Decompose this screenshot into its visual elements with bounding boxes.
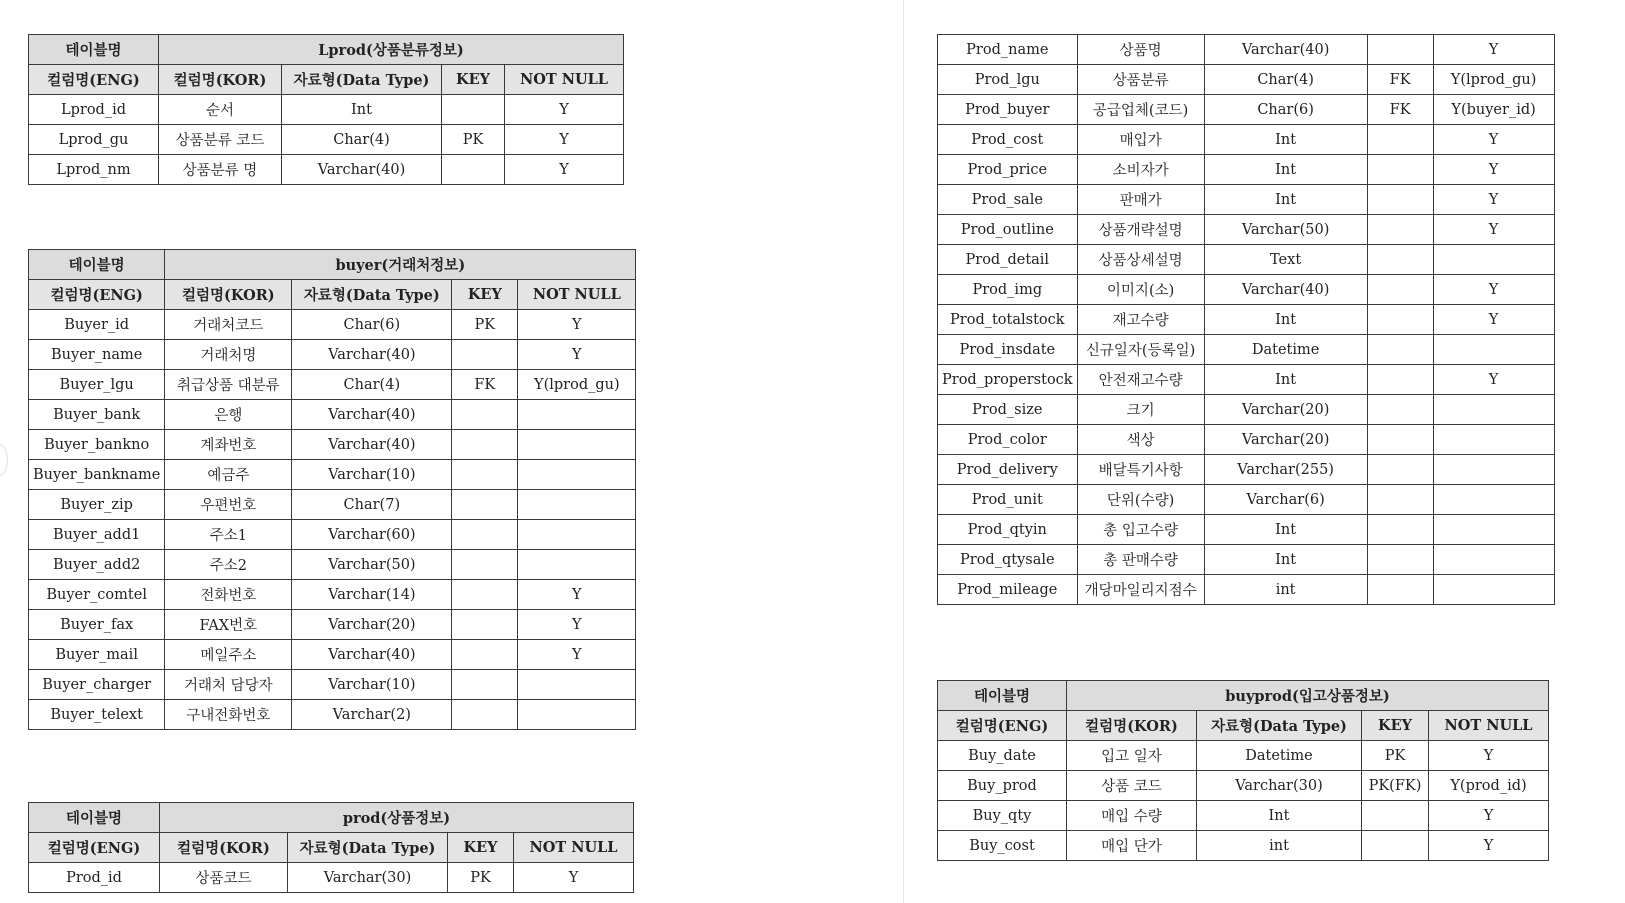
table-row — [938, 245, 1555, 275]
cell-not-null: Y — [1433, 155, 1554, 185]
cell-col-eng: Buy_cost — [938, 831, 1067, 861]
table-row — [938, 65, 1555, 95]
cell-not-null: Y — [518, 310, 636, 340]
table-name-label: 테이블명 — [29, 250, 165, 280]
data-type-header: 자료형(Data Type) — [282, 65, 442, 95]
cell-col-eng: Buyer_name — [29, 340, 165, 370]
cell-col-eng: Prod_buyer — [938, 95, 1078, 125]
cell-key — [1367, 305, 1433, 335]
table-row — [29, 640, 636, 670]
cell-col-eng: Lprod_nm — [29, 155, 159, 185]
not-null-header: NOT NULL — [1429, 711, 1549, 741]
not-null-header: NOT NULL — [518, 280, 636, 310]
cell-col-kor: 상품분류 명 — [159, 155, 282, 185]
cell-key: PK — [1362, 741, 1429, 771]
cell-key: FK — [452, 370, 518, 400]
table-title: Lprod(상품분류정보) — [159, 35, 624, 65]
cell-data-type: Varchar(40) — [1204, 275, 1367, 305]
cell-data-type: Varchar(50) — [1204, 215, 1367, 245]
table-row — [938, 275, 1555, 305]
cell-col-eng: Buyer_mail — [29, 640, 165, 670]
cell-key — [452, 610, 518, 640]
table-row — [29, 490, 636, 520]
cell-col-eng: Buyer_zip — [29, 490, 165, 520]
table-buyer — [28, 249, 636, 730]
col-kor-header: 컬럼명(KOR) — [159, 65, 282, 95]
cell-not-null: Y — [1433, 35, 1554, 65]
table-row — [938, 515, 1555, 545]
key-header: KEY — [448, 833, 514, 863]
cell-col-eng: Lprod_id — [29, 95, 159, 125]
cell-col-kor: 매입 단가 — [1067, 831, 1197, 861]
cell-not-null: Y — [1433, 305, 1554, 335]
cell-col-kor: FAX번호 — [165, 610, 292, 640]
cell-col-kor: 상품 코드 — [1067, 771, 1197, 801]
cell-not-null: Y — [1433, 275, 1554, 305]
cell-data-type: Varchar(40) — [292, 640, 452, 670]
cell-not-null: Y — [518, 610, 636, 640]
cell-data-type: int — [1204, 575, 1367, 605]
cell-col-kor: 주소1 — [165, 520, 292, 550]
cell-not-null — [518, 550, 636, 580]
cell-data-type: int — [1197, 831, 1362, 861]
cell-not-null: Y — [518, 580, 636, 610]
cell-data-type: Datetime — [1204, 335, 1367, 365]
cell-key — [442, 95, 505, 125]
table-prod-continued — [937, 34, 1555, 605]
cell-col-kor: 매입가 — [1077, 125, 1204, 155]
cell-col-eng: Prod_detail — [938, 245, 1078, 275]
cell-key — [452, 580, 518, 610]
cell-key — [452, 640, 518, 670]
cell-key — [1362, 801, 1429, 831]
cell-not-null: Y(lprod_gu) — [518, 370, 636, 400]
cell-data-type: Varchar(30) — [1197, 771, 1362, 801]
table-row — [938, 365, 1555, 395]
table-row — [938, 575, 1555, 605]
cell-col-kor: 상품개략설명 — [1077, 215, 1204, 245]
cell-key — [452, 340, 518, 370]
cell-not-null: Y(lprod_gu) — [1433, 65, 1554, 95]
cell-not-null: Y — [1429, 831, 1549, 861]
data-type-header: 자료형(Data Type) — [1197, 711, 1362, 741]
cell-col-eng: Prod_outline — [938, 215, 1078, 245]
cell-data-type: Char(4) — [1204, 65, 1367, 95]
cell-data-type: Varchar(30) — [288, 863, 448, 893]
cell-data-type: Int — [1204, 515, 1367, 545]
cell-data-type: Char(7) — [292, 490, 452, 520]
cell-col-kor: 색상 — [1077, 425, 1204, 455]
cell-not-null: Y(buyer_id) — [1433, 95, 1554, 125]
cell-col-kor: 판매가 — [1077, 185, 1204, 215]
cell-not-null — [1433, 455, 1554, 485]
data-type-header: 자료형(Data Type) — [292, 280, 452, 310]
cell-data-type: Int — [1204, 185, 1367, 215]
table-name-label: 테이블명 — [29, 803, 160, 833]
cell-col-eng: Buyer_telext — [29, 700, 165, 730]
cell-col-kor: 전화번호 — [165, 580, 292, 610]
table-row — [938, 485, 1555, 515]
table-title: prod(상품정보) — [160, 803, 634, 833]
cell-not-null: Y — [518, 340, 636, 370]
not-null-header: NOT NULL — [514, 833, 634, 863]
cell-col-kor: 거래처코드 — [165, 310, 292, 340]
table-row — [938, 801, 1549, 831]
cell-col-eng: Prod_price — [938, 155, 1078, 185]
cell-col-kor: 거래처 담당자 — [165, 670, 292, 700]
table-buyprod — [937, 680, 1549, 861]
table-row — [938, 125, 1555, 155]
cell-data-type: Varchar(14) — [292, 580, 452, 610]
cell-key: PK — [442, 125, 505, 155]
cell-col-kor: 계좌번호 — [165, 430, 292, 460]
cell-key — [452, 400, 518, 430]
table-row — [29, 400, 636, 430]
cell-not-null: Y — [1433, 215, 1554, 245]
cell-key — [1367, 455, 1433, 485]
cell-data-type: Int — [1204, 545, 1367, 575]
cell-col-kor: 은행 — [165, 400, 292, 430]
cell-col-kor: 단위(수량) — [1077, 485, 1204, 515]
cell-key — [1367, 275, 1433, 305]
cell-key — [1367, 575, 1433, 605]
table-row — [938, 215, 1555, 245]
key-header: KEY — [442, 65, 505, 95]
table-row — [938, 741, 1549, 771]
cell-col-kor: 상품분류 — [1077, 65, 1204, 95]
cell-col-eng: Prod_totalstock — [938, 305, 1078, 335]
table-row — [29, 700, 636, 730]
cell-col-kor: 예금주 — [165, 460, 292, 490]
cell-col-eng: Buy_prod — [938, 771, 1067, 801]
table-row — [938, 395, 1555, 425]
col-kor-header: 컬럼명(KOR) — [1067, 711, 1197, 741]
cell-data-type: Varchar(40) — [292, 340, 452, 370]
cell-not-null — [518, 670, 636, 700]
table-row — [938, 335, 1555, 365]
cell-col-eng: Prod_delivery — [938, 455, 1078, 485]
cell-key: PK — [448, 863, 514, 893]
cell-col-kor: 상품명 — [1077, 35, 1204, 65]
cell-col-kor: 상품상세설명 — [1077, 245, 1204, 275]
cell-col-kor: 크기 — [1077, 395, 1204, 425]
cell-col-eng: Prod_qtysale — [938, 545, 1078, 575]
cell-col-eng: Prod_name — [938, 35, 1078, 65]
cell-col-kor: 취급상품 대분류 — [165, 370, 292, 400]
cell-not-null: Y — [1433, 365, 1554, 395]
table-row — [29, 670, 636, 700]
cell-col-eng: Prod_img — [938, 275, 1078, 305]
cell-data-type: Varchar(20) — [1204, 425, 1367, 455]
cell-data-type: Char(6) — [1204, 95, 1367, 125]
table-row — [938, 95, 1555, 125]
cell-col-kor: 신규일자(등록일) — [1077, 335, 1204, 365]
cell-not-null — [1433, 485, 1554, 515]
col-eng-header: 컬럼명(ENG) — [29, 280, 165, 310]
col-kor-header: 컬럼명(KOR) — [165, 280, 292, 310]
cell-not-null — [1433, 515, 1554, 545]
cell-key — [452, 460, 518, 490]
cell-key — [442, 155, 505, 185]
cell-not-null: Y — [505, 155, 624, 185]
cell-data-type: Varchar(6) — [1204, 485, 1367, 515]
cell-data-type: Varchar(10) — [292, 670, 452, 700]
cell-key — [1367, 425, 1433, 455]
cell-data-type: Varchar(10) — [292, 460, 452, 490]
cell-not-null — [1433, 335, 1554, 365]
cell-key — [452, 430, 518, 460]
cell-col-kor: 순서 — [159, 95, 282, 125]
scroll-edge-marker — [0, 444, 8, 476]
cell-key — [452, 490, 518, 520]
cell-col-eng: Prod_properstock — [938, 365, 1078, 395]
cell-not-null — [1433, 425, 1554, 455]
not-null-header: NOT NULL — [505, 65, 624, 95]
cell-not-null — [1433, 395, 1554, 425]
table-row — [938, 305, 1555, 335]
table-row — [29, 370, 636, 400]
key-header: KEY — [452, 280, 518, 310]
cell-not-null — [518, 430, 636, 460]
cell-data-type: Int — [1204, 125, 1367, 155]
table-row — [29, 610, 636, 640]
cell-data-type: Varchar(40) — [292, 430, 452, 460]
cell-col-eng: Buyer_comtel — [29, 580, 165, 610]
table-row — [29, 430, 636, 460]
cell-col-eng: Lprod_gu — [29, 125, 159, 155]
col-eng-header: 컬럼명(ENG) — [29, 833, 160, 863]
cell-key — [1367, 125, 1433, 155]
col-eng-header: 컬럼명(ENG) — [938, 711, 1067, 741]
cell-not-null — [1433, 575, 1554, 605]
cell-col-kor: 상품분류 코드 — [159, 125, 282, 155]
cell-not-null — [518, 460, 636, 490]
cell-col-eng: Buy_qty — [938, 801, 1067, 831]
cell-not-null: Y — [1433, 125, 1554, 155]
key-header: KEY — [1362, 711, 1429, 741]
cell-key — [452, 670, 518, 700]
cell-col-eng: Buyer_id — [29, 310, 165, 340]
table-row — [29, 550, 636, 580]
cell-not-null: Y — [505, 95, 624, 125]
cell-not-null: Y(prod_id) — [1429, 771, 1549, 801]
cell-data-type: Varchar(20) — [1204, 395, 1367, 425]
cell-col-kor: 총 입고수량 — [1077, 515, 1204, 545]
cell-not-null — [518, 520, 636, 550]
table-row — [938, 545, 1555, 575]
cell-key — [1367, 515, 1433, 545]
table-row — [938, 35, 1555, 65]
cell-data-type: Varchar(60) — [292, 520, 452, 550]
cell-not-null: Y — [514, 863, 634, 893]
cell-col-eng: Prod_cost — [938, 125, 1078, 155]
cell-col-eng: Prod_qtyin — [938, 515, 1078, 545]
cell-data-type: Varchar(2) — [292, 700, 452, 730]
cell-key — [1362, 831, 1429, 861]
cell-col-eng: Buyer_add2 — [29, 550, 165, 580]
cell-data-type: Varchar(40) — [292, 400, 452, 430]
cell-key: PK(FK) — [1362, 771, 1429, 801]
cell-not-null: Y — [518, 640, 636, 670]
cell-col-kor: 재고수량 — [1077, 305, 1204, 335]
cell-col-kor: 공급업체(코드) — [1077, 95, 1204, 125]
cell-data-type: Char(4) — [282, 125, 442, 155]
cell-col-kor: 구내전화번호 — [165, 700, 292, 730]
cell-key — [1367, 245, 1433, 275]
cell-col-kor: 배달특기사항 — [1077, 455, 1204, 485]
cell-col-eng: Prod_mileage — [938, 575, 1078, 605]
cell-key — [1367, 215, 1433, 245]
cell-col-kor: 안전재고수량 — [1077, 365, 1204, 395]
table-row — [29, 460, 636, 490]
cell-col-eng: Buyer_bankno — [29, 430, 165, 460]
cell-col-kor: 매입 수량 — [1067, 801, 1197, 831]
cell-key — [452, 520, 518, 550]
table-row — [29, 310, 636, 340]
cell-not-null — [518, 490, 636, 520]
cell-col-kor: 거래처명 — [165, 340, 292, 370]
cell-data-type: Varchar(20) — [292, 610, 452, 640]
cell-col-kor: 개당마일리지점수 — [1077, 575, 1204, 605]
cell-not-null: Y — [1429, 741, 1549, 771]
cell-data-type: Varchar(50) — [292, 550, 452, 580]
cell-key — [452, 550, 518, 580]
cell-key: FK — [1367, 65, 1433, 95]
cell-col-kor: 소비자가 — [1077, 155, 1204, 185]
table-lprod — [28, 34, 624, 185]
cell-not-null: Y — [1433, 185, 1554, 215]
cell-data-type: Char(4) — [292, 370, 452, 400]
table-row — [29, 125, 624, 155]
cell-data-type: Int — [1197, 801, 1362, 831]
table-row — [29, 520, 636, 550]
cell-col-eng: Buyer_bankname — [29, 460, 165, 490]
cell-col-eng: Buyer_charger — [29, 670, 165, 700]
data-type-header: 자료형(Data Type) — [288, 833, 448, 863]
cell-not-null — [1433, 545, 1554, 575]
col-kor-header: 컬럼명(KOR) — [160, 833, 288, 863]
cell-col-kor: 메일주소 — [165, 640, 292, 670]
cell-col-eng: Prod_sale — [938, 185, 1078, 215]
cell-col-kor: 이미지(소) — [1077, 275, 1204, 305]
table-row — [29, 95, 624, 125]
table-row — [29, 580, 636, 610]
cell-key — [1367, 35, 1433, 65]
cell-not-null — [518, 400, 636, 430]
cell-data-type: Datetime — [1197, 741, 1362, 771]
cell-col-kor: 주소2 — [165, 550, 292, 580]
cell-col-kor: 상품코드 — [160, 863, 288, 893]
cell-col-kor: 우편번호 — [165, 490, 292, 520]
table-name-label: 테이블명 — [29, 35, 159, 65]
cell-col-eng: Prod_unit — [938, 485, 1078, 515]
cell-data-type: Int — [1204, 365, 1367, 395]
cell-col-eng: Prod_insdate — [938, 335, 1078, 365]
cell-col-kor: 총 판매수량 — [1077, 545, 1204, 575]
cell-col-eng: Buy_date — [938, 741, 1067, 771]
cell-key — [1367, 485, 1433, 515]
cell-col-eng: Prod_size — [938, 395, 1078, 425]
table-row — [938, 155, 1555, 185]
cell-data-type: Varchar(40) — [282, 155, 442, 185]
table-row — [938, 771, 1549, 801]
table-row — [29, 340, 636, 370]
cell-col-kor: 입고 일자 — [1067, 741, 1197, 771]
cell-key — [1367, 365, 1433, 395]
cell-key — [1367, 335, 1433, 365]
col-eng-header: 컬럼명(ENG) — [29, 65, 159, 95]
table-name-label: 테이블명 — [938, 681, 1067, 711]
cell-key: FK — [1367, 95, 1433, 125]
cell-col-eng: Prod_lgu — [938, 65, 1078, 95]
table-row — [938, 185, 1555, 215]
table-prod — [28, 802, 634, 893]
cell-col-eng: Prod_id — [29, 863, 160, 893]
cell-data-type: Char(6) — [292, 310, 452, 340]
cell-key — [1367, 155, 1433, 185]
table-row — [29, 155, 624, 185]
cell-data-type: Text — [1204, 245, 1367, 275]
cell-key — [1367, 185, 1433, 215]
table-row — [938, 831, 1549, 861]
cell-col-eng: Prod_color — [938, 425, 1078, 455]
cell-key — [1367, 545, 1433, 575]
table-title: buyer(거래처정보) — [165, 250, 636, 280]
cell-data-type: Int — [1204, 305, 1367, 335]
cell-not-null — [518, 700, 636, 730]
cell-data-type: Int — [282, 95, 442, 125]
cell-key — [1367, 395, 1433, 425]
cell-not-null: Y — [1429, 801, 1549, 831]
cell-data-type: Int — [1204, 155, 1367, 185]
cell-data-type: Varchar(40) — [1204, 35, 1367, 65]
table-row — [29, 863, 634, 893]
cell-col-eng: Buyer_fax — [29, 610, 165, 640]
table-row — [938, 425, 1555, 455]
table-title: buyprod(입고상품정보) — [1067, 681, 1549, 711]
cell-col-eng: Buyer_add1 — [29, 520, 165, 550]
cell-not-null — [1433, 245, 1554, 275]
cell-key: PK — [452, 310, 518, 340]
cell-col-eng: Buyer_bank — [29, 400, 165, 430]
cell-data-type: Varchar(255) — [1204, 455, 1367, 485]
cell-not-null: Y — [505, 125, 624, 155]
cell-key — [452, 700, 518, 730]
page-divider — [903, 0, 904, 903]
table-row — [938, 455, 1555, 485]
cell-col-eng: Buyer_lgu — [29, 370, 165, 400]
